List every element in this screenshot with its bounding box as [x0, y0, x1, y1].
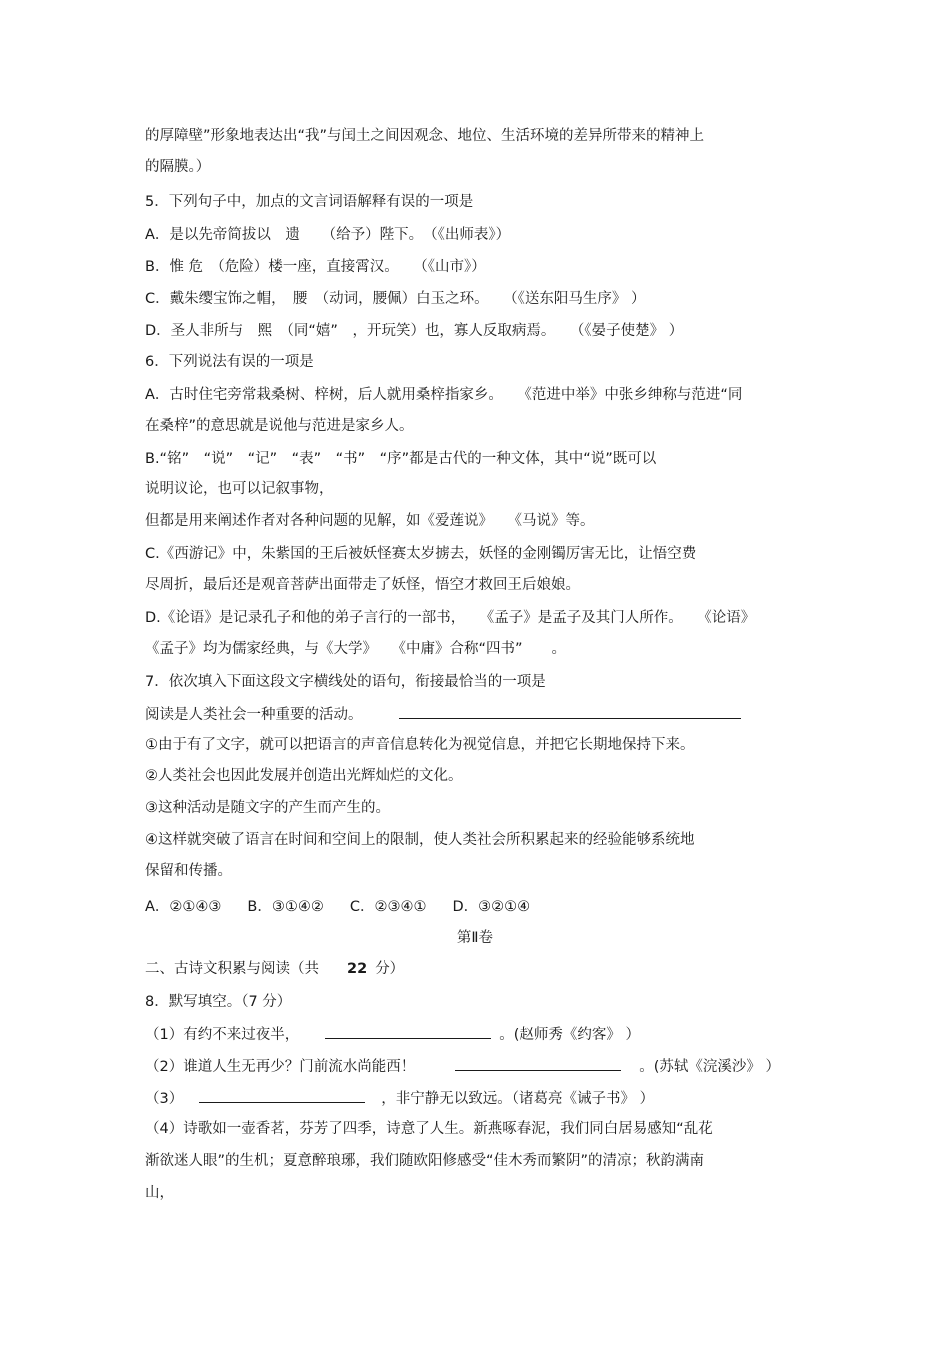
q7-sentence-1: ①由于有了文字，就可以把语言的声音信息转化为视觉信息，并把它长期地保持下来。 — [145, 737, 695, 753]
intro-line-1: 的厚障壁”形象地表达出“我”与闰土之间因观念、地位、生活环境的差异所带来的精神上 — [145, 128, 705, 144]
q5-stem: 5．下列句子中，加点的文言词语解释有误的一项是 — [145, 194, 474, 210]
section-2-heading — [145, 960, 404, 978]
q7-lead-text: 阅读是人类社会一种重要的活动。 — [145, 707, 363, 723]
intro-line-2: 的隔膜。） — [145, 159, 211, 175]
q8-stem: 8．默写填空。（7 分） — [145, 994, 292, 1010]
q7-sentence-4-line1: ④这样就突破了语言在时间和空间上的限制，使人类社会所积累起来的经验能够系统地 — [145, 832, 695, 848]
q7-stem: 7．依次填入下面这段文字横线处的语句，衔接最恰当的一项是 — [145, 674, 546, 690]
section-2-unit: 分） — [375, 961, 405, 977]
q8-item-3-suffix: ，非宁静无以致远。（诸葛亮《诫子书》 ） — [381, 1091, 655, 1107]
q8-item-4-line2: 渐欲迷人眼”的生机；夏意醉琅琊，我们随欧阳修感受“佳木秀而繁阴”的清凉；秋韵满南 — [145, 1153, 705, 1169]
q8-item-2-blank — [455, 1056, 621, 1071]
q7-option-c: C．②③④① — [349, 899, 427, 915]
q8-item-2-prefix: （2）谁道人生无再少？门前流水尚能西！ — [145, 1059, 416, 1075]
q7-sentence-2: ②人类社会也因此发展并创造出光辉灿烂的文化。 — [145, 768, 463, 784]
q6-option-d-line1: D.《论语》是记录孔子和他的弟子言行的一部书， 《孟子》是孟子及其门人所作。 《论语》 — [145, 610, 756, 626]
q6-option-d-line2: 《孟子》均为儒家经典，与《大学》 《中庸》合称“四书” 。 — [145, 641, 567, 657]
q6-option-c-line2: 尽周折，最后还是观音菩萨出面带走了妖怪，悟空才救回王后娘娘。 — [145, 577, 580, 593]
q7-option-b: B．③①④② — [247, 899, 324, 915]
q7-option-d: D．③②①④ — [452, 899, 531, 915]
q6-option-a-line1: A．古时住宅旁常栽桑树、梓树，后人就用桑梓指家乡。 《范进中举》中张乡绅称与范进“同 — [145, 387, 743, 403]
q7-sentence-3: ③这种活动是随文字的产生而产生的。 — [145, 800, 390, 816]
section-2-score: 22 — [347, 961, 368, 977]
q7-sentence-4-line2: 保留和传播。 — [145, 863, 232, 879]
q8-item-3-blank — [199, 1088, 365, 1103]
q7-lead-line — [145, 704, 741, 724]
q8-item-1-suffix: 。(赵师秀《约客》 ） — [499, 1027, 640, 1043]
q7-answer-blank — [399, 704, 741, 719]
q8-item-4-line3: 山， — [145, 1185, 174, 1201]
q8-item-4-line1: （4）诗歌如一壶香茗，芬芳了四季，诗意了人生。新燕啄春泥，我们同白居易感知“乱花 — [145, 1121, 713, 1137]
q7-options — [145, 898, 530, 916]
q5-option-d: D．圣人非所与 熙 （同“嬉” ，开玩笑）也，寡人反取病焉。 （《晏子使楚》 ） — [145, 323, 684, 339]
q6-option-b-line2: 说明议论，也可以记叙事物， — [145, 481, 334, 497]
q8-item-1-blank — [325, 1024, 491, 1039]
part-2-title: 第Ⅱ卷 — [456, 930, 494, 946]
q8-item-2 — [145, 1056, 780, 1076]
q5-option-a: A．是以先帝简拔以 遗 （给予）陛下。 （《出师表》） — [145, 227, 511, 243]
q6-option-c-line1: C.《西游记》中，朱紫国的王后被妖怪赛太岁掳去，妖怪的金刚镯厉害无比，让悟空费 — [145, 546, 697, 562]
q6-option-b-line1: B.“铭” “说” “记” “表” “书” “序”都是古代的一种文体，其中“说”既可以 — [145, 451, 657, 467]
q8-item-1-prefix: （1）有约不来过夜半， — [145, 1027, 300, 1043]
q8-item-3 — [145, 1088, 654, 1108]
q6-option-a-line2: 在桑梓”的意思就是说他与范进是家乡人。 — [145, 418, 414, 434]
q5-option-b: B．惟 危 （危险）楼一座，直接霄汉。 （《山市》） — [145, 259, 486, 275]
q5-option-c: C．戴朱缨宝饰之帽， 腰 （动词，腰佩）白玉之环。 （《送东阳马生序》 ） — [145, 291, 646, 307]
q8-item-3-prefix: （3） — [145, 1091, 184, 1107]
q6-option-b-line3: 但都是用来阐述作者对各种问题的见解，如《爱莲说》 《马说》等。 — [145, 513, 595, 529]
q7-option-a: A．②①④③ — [145, 899, 222, 915]
q8-item-1 — [145, 1024, 640, 1044]
q8-item-2-suffix: 。(苏轼《浣溪沙》 ） — [639, 1059, 780, 1075]
q6-stem: 6．下列说法有误的一项是 — [145, 354, 314, 370]
section-2-label: 二、古诗文积累与阅读（共 — [145, 961, 319, 977]
